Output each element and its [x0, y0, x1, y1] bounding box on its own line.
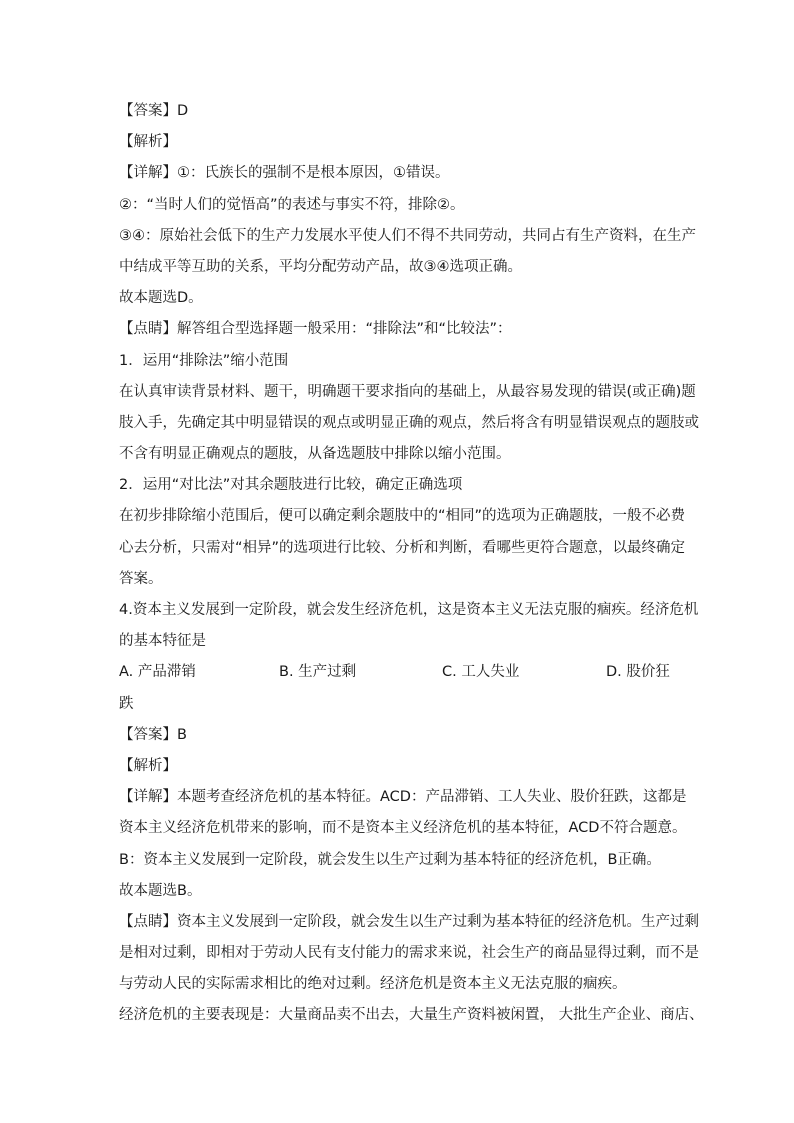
q4-conclusion: 故本题选B。: [119, 882, 202, 899]
q3-detail-line-2: ②：“当时人们的觉悟高”的表述与事实不符，排除②。: [119, 196, 465, 213]
q3-method2-title: 2．运用“对比法”对其余题肢进行比较，确定正确选项: [119, 477, 463, 494]
detail-tag: 【详解】: [119, 165, 177, 182]
q3-tip-line: [119, 314, 679, 345]
tip-tag: 【点睛】: [119, 913, 177, 930]
answer-value: B: [177, 726, 187, 743]
answer-value: D: [177, 103, 189, 119]
q4-tip-line-2: 是相对过剩，即相对于劳动人民有支付能力的需求来说，社会生产的商品显得过剩，而不是: [119, 945, 699, 962]
q3-method1-line-1: 在认真审读背景材料、题干，明确题干要求指向的基础上，从最容易发现的错误(或正确)题: [119, 383, 696, 400]
option-d-wrap: 跌: [119, 695, 134, 712]
q4-options: [119, 657, 679, 688]
q3-method2-line-1: 在初步排除缩小范围后，便可以确定剩余题肢中的“相同”的选项为正确题肢，一般不必费: [119, 508, 686, 525]
q4-tip-line-4: 经济危机的主要表现是：大量商品卖不出去，大量生产资料被闲置， 大批生产企业、商店、: [119, 1007, 704, 1024]
q4-detail-line-3: B：资本主义发展到一定阶段，就会发生以生产过剩为基本特征的经济危机，B正确。: [119, 851, 661, 868]
option-a: A. 产品滞销: [119, 664, 196, 681]
q3-method1-line-3: 不含有明显正确观点的题肢，从备选题肢中排除以缩小范围。: [119, 446, 511, 463]
q4-stem-line-2: 的基本特征是: [119, 633, 206, 650]
tip-text: 资本主义发展到一定阶段，就会发生以生产过剩为基本特征的经济危机。生产过剩: [177, 913, 699, 930]
tip-text: 解答组合型选择题一般采用：“排除法”和“比较法”：: [177, 321, 512, 338]
q3-method1-title: 1．运用“排除法”缩小范围: [119, 352, 289, 369]
q3-analysis-tag: 【解析】: [119, 134, 177, 151]
tip-tag: 【点睛】: [119, 321, 177, 338]
q3-detail-line-1: [119, 158, 679, 189]
q4-analysis-tag: 【解析】: [119, 757, 177, 774]
q3-detail-line-3b: 中结成平等互助的关系，平均分配劳动产品，故③④选项正确。: [119, 258, 522, 275]
q4-tip-line-1: [119, 907, 699, 938]
q3-method1-line-2: 肢入手，先确定其中明显错误的观点或明显正确的观点，然后将含有明显错误观点的题肢或: [119, 414, 699, 431]
q4-stem-line-1: 4.资本主义发展到一定阶段，就会发生经济危机，这是资本主义无法克服的痼疾。经济危机: [119, 602, 699, 618]
answer-tag: 【答案】: [119, 103, 177, 119]
document-page: [119, 96, 704, 1032]
q3-detail-line-3a: ③④：原始社会低下的生产力发展水平使人们不得不共同劳动，共同占有生产资料，在生产: [119, 227, 696, 244]
q4-detail-line-2: 资本主义经济危机带来的影响，而不是资本主义经济危机的基本特征，ACD不符合题意。: [119, 820, 687, 837]
q4-answer-line: [119, 720, 679, 751]
detail-text: 本题考查经济危机的基本特征。ACD：产品滞销、工人失业、股价狂跌，这都是: [177, 789, 687, 806]
q3-answer-line: [119, 96, 679, 127]
q4-detail-line-1: [119, 782, 687, 813]
option-d: D. 股价狂: [606, 664, 670, 681]
detail-tag: 【详解】: [119, 789, 177, 806]
detail-text: ①：氏族长的强制不是根本原因，①错误。: [177, 165, 450, 182]
q4-tip-line-3: 与劳动人民的实际需求相比的绝对过剩。经济危机是资本主义无法克服的痼疾。: [119, 976, 627, 993]
q3-method2-line-2: 心去分析，只需对“相异”的选项进行比较、分析和判断，看哪些更符合题意，以最终确定: [119, 539, 686, 556]
option-b: B. 生产过剩: [279, 664, 357, 681]
q3-conclusion: 故本题选D。: [119, 290, 203, 307]
q3-method2-line-3: 答案。: [119, 570, 163, 587]
answer-tag: 【答案】: [119, 726, 177, 743]
option-c: C. 工人失业: [442, 664, 520, 681]
